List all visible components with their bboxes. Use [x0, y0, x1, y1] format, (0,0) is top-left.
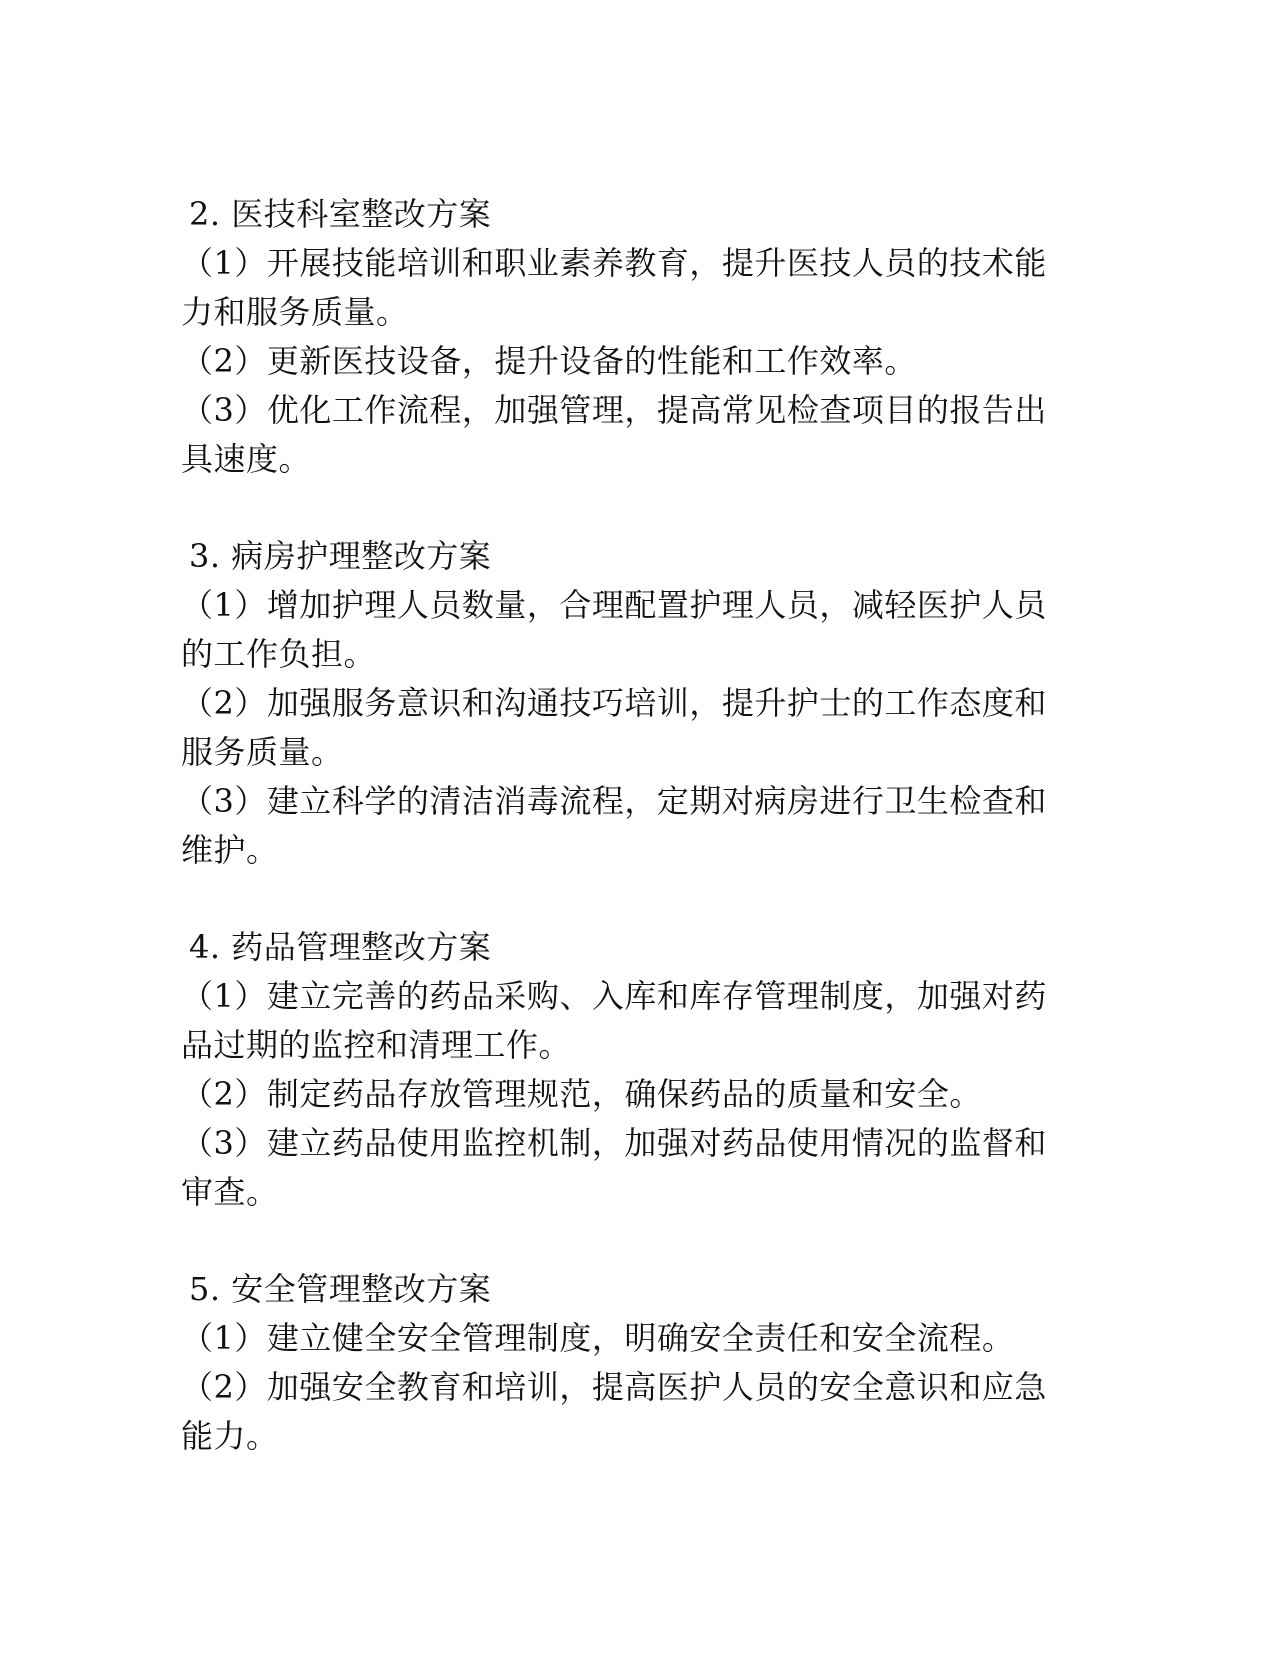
section-item: （2）制定药品存放管理规范，确保药品的质量和安全。	[181, 1075, 982, 1113]
section-item: （1）建立完善的药品采购、入库和库存管理制度，加强对药品过期的监控和清理工作。	[181, 977, 1047, 1064]
section-ward-nursing	[181, 532, 1079, 875]
section-item: （3）优化工作流程，加强管理，提高常见检查项目的报告出具速度。	[181, 391, 1047, 478]
section-medical-tech	[181, 190, 1079, 484]
section-item: （1）增加护理人员数量，合理配置护理人员，减轻医护人员的工作负担。	[181, 586, 1047, 673]
section-item: （1）开展技能培训和职业素养教育，提升医技人员的技术能力和服务质量。	[181, 244, 1047, 331]
section-safety-management	[181, 1265, 1079, 1461]
section-item: （3）建立科学的清洁消毒流程，定期对病房进行卫生检查和维护。	[181, 782, 1047, 869]
section-item: （2）加强安全教育和培训，提高医护人员的安全意识和应急能力。	[181, 1368, 1047, 1455]
section-item: （2）更新医技设备，提升设备的性能和工作效率。	[181, 342, 917, 380]
section-item: （3）建立药品使用监控机制，加强对药品使用情况的监督和审查。	[181, 1124, 1047, 1211]
section-heading: 2. 医技科室整改方案	[189, 195, 492, 233]
section-item: （1）建立健全安全管理制度，明确安全责任和安全流程。	[181, 1319, 1015, 1357]
section-item: （2）加强服务意识和沟通技巧培训，提升护士的工作态度和服务质量。	[181, 684, 1047, 771]
section-heading: 3. 病房护理整改方案	[189, 537, 492, 575]
section-heading: 5. 安全管理整改方案	[189, 1270, 492, 1308]
document-body	[181, 190, 1079, 1461]
section-drug-management	[181, 923, 1079, 1217]
section-heading: 4. 药品管理整改方案	[189, 928, 492, 966]
